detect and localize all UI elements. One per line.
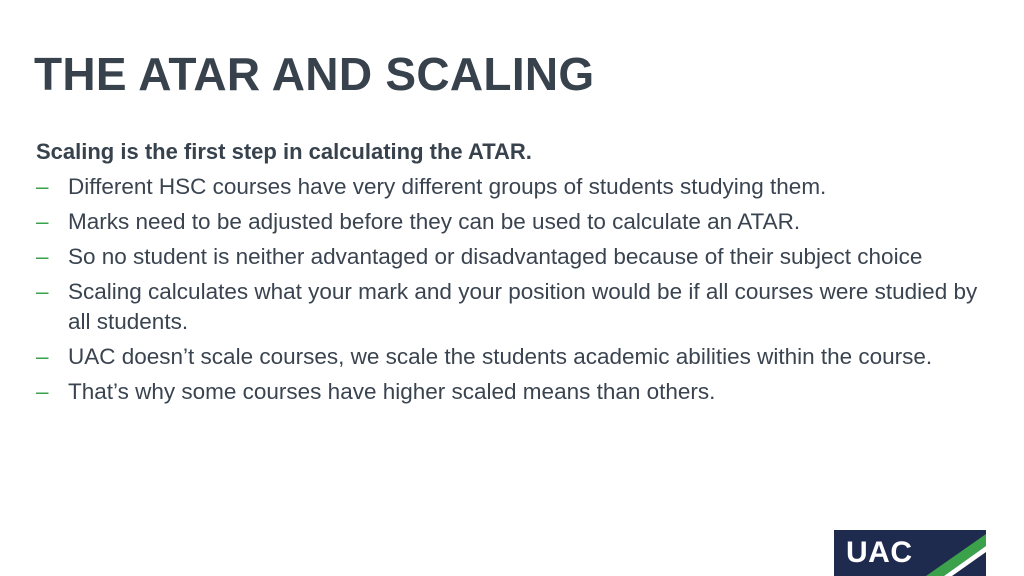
bullet-text: UAC doesn’t scale courses, we scale the students academic abilities within the course. [68, 344, 933, 369]
bullet-list [36, 172, 986, 407]
slide-body [36, 138, 986, 412]
bullet-item [36, 342, 986, 372]
dash-marker: – [36, 344, 49, 369]
bullet-item [36, 207, 986, 237]
bullet-text: Marks need to be adjusted before they can be used to calculate an ATAR. [68, 209, 801, 234]
uac-logo [834, 530, 986, 576]
dash-marker: – [36, 174, 49, 199]
dash-marker: – [36, 379, 49, 404]
bullet-item [36, 277, 986, 337]
bullet-item [36, 377, 986, 407]
bullet-item [36, 242, 986, 272]
bullet-text: So no student is neither advantaged or disadvantaged because of their subject choice [68, 244, 923, 269]
logo-text: UAC [846, 536, 913, 569]
dash-marker: – [36, 279, 49, 304]
bullet-text: Different HSC courses have very different groups of students studying them. [68, 174, 827, 199]
bullet-text: Scaling calculates what your mark and your position would be if all courses were studied by all students. [68, 279, 978, 334]
bullet-item [36, 172, 986, 202]
intro-text: Scaling is the first step in calculating the ATAR. [36, 139, 532, 164]
bullet-text: That’s why some courses have higher scaled means than others. [68, 379, 716, 404]
dash-marker: – [36, 244, 49, 269]
slide-title: THE ATAR AND SCALING [34, 48, 595, 100]
dash-marker: – [36, 209, 49, 234]
